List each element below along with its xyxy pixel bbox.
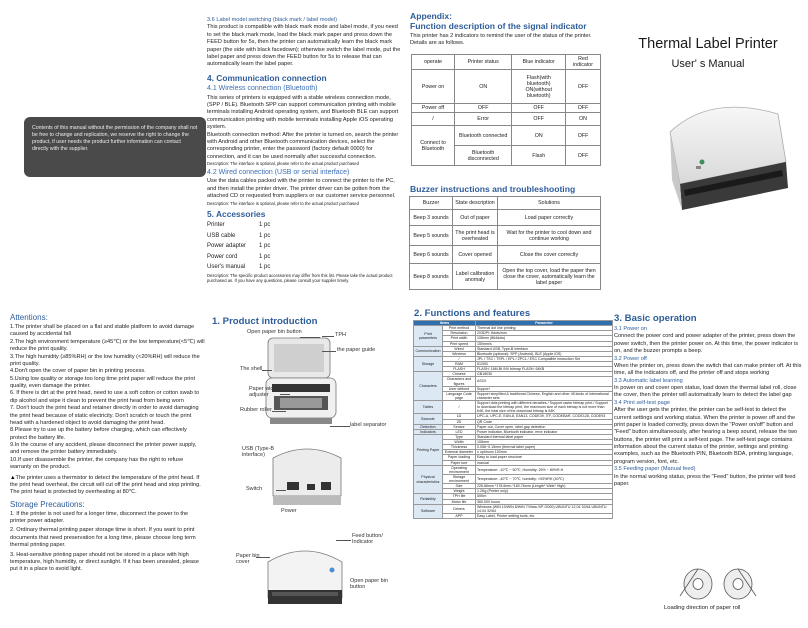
spec-value: Power indicator, Bluetooth indicator, error indicator bbox=[476, 429, 613, 434]
s3-title: 3. Basic operation bbox=[614, 313, 697, 324]
spec-value: 50Km bbox=[476, 494, 613, 499]
communication-section bbox=[207, 17, 402, 283]
spec-item: Chinese bbox=[443, 372, 476, 377]
callout-feed-indicator: Feed button/ Indicator bbox=[352, 533, 383, 545]
s32-text: When the printer on, press down the switch that can make printer off. At this time, all the indicators off, and the printer off and stops working bbox=[614, 362, 802, 377]
s42-text: Use the data cables packed with the printer to connect the printer to the PC, and then install the printer driver. The printer driver can be gotten from the attached CD or requested from suppliers or our customer service personnel. bbox=[207, 178, 396, 200]
callout-width-adjuster: Paper width adjuster bbox=[249, 386, 279, 398]
spec-value: Temperature: -10℃ ~ 50℃, Humidity: 25% ~ 80%R.H bbox=[476, 465, 613, 474]
spec-category: Print parameters bbox=[414, 326, 443, 347]
callout-bin-button: Open paper bin button bbox=[247, 329, 302, 335]
storage-list bbox=[10, 511, 205, 574]
spec-item: / bbox=[443, 401, 476, 414]
spec-item: TPH life bbox=[443, 494, 476, 499]
spec-table bbox=[413, 320, 613, 519]
accessory-row: User's manual 1 pc bbox=[207, 264, 271, 271]
attentions-list bbox=[10, 324, 205, 472]
spec-item: Motor life bbox=[443, 499, 476, 504]
s35-text: In the normal working status, press the "Feed" button, the printer will feed paper. bbox=[614, 473, 796, 487]
spec-item: Wired bbox=[443, 346, 476, 351]
s5-title: 5. Accessories bbox=[207, 209, 266, 220]
callout-line bbox=[330, 426, 350, 427]
callout-switch: Switch bbox=[246, 486, 263, 492]
spec-value: Thermal dot line printing bbox=[476, 326, 613, 331]
attention-item: 7. Don't touch the print head and retainer directly in order to avoid damaging the print head because of static electricity. Don't scratch or touch the print head with a hardened object to avoid damaging the print head. bbox=[10, 405, 199, 426]
spec-value: 360.000 hours bbox=[476, 499, 613, 504]
warning-text: The printer uses a thermistor to detect the temperature of the print head. If the print head overheat, the circuit will cut off the print head and stop printing. The print head is protected by overheating at 80℃. bbox=[10, 474, 201, 496]
spec-value: 512KB bbox=[476, 362, 613, 367]
callout-rubber-roller: Rubber roller bbox=[240, 407, 272, 413]
spec-item: Storage environment bbox=[443, 474, 476, 483]
desc-3: Description: The specific product accessories may differ from this list. Please take the actual product purchased as. If you have any questions, please consult your supplier timely. bbox=[207, 272, 393, 283]
spec-item: Weight bbox=[443, 489, 476, 494]
s36-text: This product is compatible with black mark mode and label mode, if you need to set the black mark mode, load the black mark paper and press down the FEED button for 5s, then the printer can automatically learn the black mark paper (the side with black facedown); otherwise switch the label mode, put the label paper and press down the FEED button for 5s to release that can automatically learn the label paper. bbox=[207, 24, 401, 68]
printer-open-illustration bbox=[262, 334, 342, 429]
notice-text: Contents of this manual without the permission of the company shall not be free to change and replication, we reserve the right to change the product, if user needs the product further information can contact directly with the supplier. bbox=[32, 125, 198, 153]
table-row bbox=[414, 504, 613, 513]
accessory-row: Printer 1 pc bbox=[207, 222, 271, 229]
table-header: operate Printer status Blue indicator Red indicator bbox=[412, 55, 601, 70]
table-row bbox=[414, 377, 613, 386]
spec-item: Drivers bbox=[443, 504, 476, 513]
printer-front-illustration bbox=[262, 540, 348, 612]
spec-value: Windows (WIN 10/WIN 8/WIN 7/Vista /XP /2000) UBUNTU 12.04 32/64 UBUNTU 14.04 32/64 bbox=[476, 504, 613, 513]
s41-title: 4.1 Wireless connection (Bluetooth) bbox=[207, 84, 318, 92]
spec-item: Size bbox=[443, 484, 476, 489]
spec-item: Paper loading bbox=[443, 455, 476, 460]
storage-item: 2. Ordinary thermal printing paper storage time is short. If you want to print documents that need preservation for a long time, please choose long term thermal printing paper. bbox=[10, 527, 196, 549]
s31-text: Connect the power cord and power adapter of the printer, press down the power switch, then the printer power on. At this time, the power indicator is on, and the buzzer prompts a beep. bbox=[614, 333, 799, 355]
table-row: Beep 6 sounds Cover opened Close the cover correctly bbox=[410, 246, 601, 264]
basic-operation-section bbox=[614, 313, 802, 488]
spec-table-body bbox=[414, 326, 613, 519]
s34-text: After the user gets the printer, the printer can be self-test to detect the current settings and working status. When the printer is power off and the print paper is loaded correctly, press down the "Power on/off" button and "Feed" button simultaneously, after hearing a beep sound, release the two buttons, the printer will print a self-test page. The self-test page contains information about the current status of the printer, settings and printing examples, such as the Bluetooth PIN, Bluetooth BDA, printing language, program version, font, etc. bbox=[614, 407, 797, 465]
spec-value: Bluetooth (optional): SPP (Android), BLE (Apple iOS) bbox=[476, 351, 613, 356]
spec-category: Reliability bbox=[414, 494, 443, 504]
spec-item: External diameter bbox=[443, 450, 476, 455]
s33-title: 3.3 Automatic label learning bbox=[614, 377, 683, 384]
accessories-list bbox=[207, 220, 402, 273]
warning-icon: ▲ bbox=[10, 474, 16, 481]
callout-line bbox=[322, 351, 336, 352]
table-row: Beep 3 sounds Out of paper Load paper correctly bbox=[410, 210, 601, 226]
spec-value: 150mm/s bbox=[476, 341, 613, 346]
table-row bbox=[414, 401, 613, 414]
table-header: Buzzer State description Solutions bbox=[410, 197, 601, 210]
attention-item: 2.The high environment temperature (≥45℃) or the low temperature(<5℃) will reduce the print quality. bbox=[10, 338, 205, 353]
spec-item: Print width bbox=[443, 336, 476, 341]
spec-category: Detection bbox=[414, 424, 443, 429]
appendix-title: Appendix: bbox=[410, 11, 453, 21]
table-row bbox=[414, 391, 613, 400]
spec-category: Indicators bbox=[414, 429, 443, 434]
attention-item: 9.In the course of any accident, please disconnect the printer power supply, and remove the printer battery immediately. bbox=[10, 442, 197, 456]
table-row bbox=[414, 465, 613, 474]
table-row bbox=[414, 513, 613, 518]
signal-intro: This printer has 2 indicators to remind the user of the status of the printer. Details are as follows. bbox=[410, 33, 592, 47]
s1-title: 1. Product introduction bbox=[212, 316, 318, 327]
table-row: Bluetooth disconnected Flash OFF bbox=[412, 146, 601, 166]
callout-usb: USB (Type-B interface) bbox=[242, 446, 275, 458]
spec-category: Printing Paper bbox=[414, 434, 443, 465]
callout-line bbox=[336, 540, 351, 541]
spec-category: Physical characteristics bbox=[414, 465, 443, 494]
spec-value: manual bbox=[476, 460, 613, 465]
cover-title-block bbox=[618, 36, 798, 70]
callout-line bbox=[322, 336, 334, 337]
spec-value: 1.2Kg (Printer only) bbox=[476, 489, 613, 494]
s33-text: In power on and cover open status, load down the thermal label roll, close the cover, then the printer will automatically learn to detect the label gap bbox=[614, 385, 797, 399]
spec-item: Width bbox=[443, 440, 476, 445]
copyright-notice bbox=[24, 117, 206, 177]
spec-item: Wireless bbox=[443, 351, 476, 356]
attention-item: 5.Using low quality or storage too long time print paper will reduce the print quality, even damage the printer. bbox=[10, 375, 196, 389]
spec-value: ASCII bbox=[476, 377, 613, 386]
spec-value: Easy Label, Printer setting tools, etc bbox=[476, 513, 613, 518]
spec-item: RAM bbox=[443, 362, 476, 367]
signal-title: Function description of the signal indicator bbox=[410, 21, 587, 31]
cover-title: Thermal Label Printer bbox=[638, 36, 778, 52]
attentions-title: Attentions: bbox=[10, 313, 48, 322]
s42-title: 4.2 Wired connection (USB or serial interface) bbox=[207, 169, 350, 177]
cover-printer-illustration bbox=[650, 92, 792, 212]
spec-item: Language Code page bbox=[443, 391, 476, 400]
accessory-row: Power adapter 1 pc bbox=[207, 243, 271, 250]
table-row: Beep 8 sounds Label calibration anomaly Open the top cover, load the paper then close the cover, automatically learn the label paper bbox=[410, 264, 601, 290]
spec-item: Operating environment bbox=[443, 465, 476, 474]
s41-text2: Bluetooth connection method: After the printer is turned on, search the printer with Android and other Bluetooth communication devices, select the corresponding printer, enter the password (factory default 0000) for connection, and it can be used normally after successful connection. bbox=[207, 131, 399, 160]
spec-item: Sensor bbox=[443, 424, 476, 429]
buzzer-table bbox=[409, 196, 601, 290]
spec-item: LED bbox=[443, 429, 476, 434]
attention-item: 4.Don't open the cover of paper bin in printing process. bbox=[10, 368, 146, 375]
cover-subtitle: User' s Manual bbox=[671, 58, 745, 70]
table-row: Power on ON Flash(with bluetooth) ON(without bluetooth) OFF bbox=[412, 70, 601, 104]
spec-value: 203DPI: 8dots/mm bbox=[476, 331, 613, 336]
callout-line bbox=[272, 411, 286, 412]
storage-item: 1. If the printer is not used for a longer time, disconnect the power to the printer power adapter. bbox=[10, 510, 189, 524]
spec-item: 1D bbox=[443, 414, 476, 419]
spec-value: 0.056~0.15mm (thermal label paper) bbox=[476, 445, 613, 450]
callout-bin-cover: Paper bin cover bbox=[236, 553, 260, 565]
s41-text1: This series of printers is equipped with a stable wireless connection mode, (SPP / BLE). Bluetooth SPP can support communication printing with mobile terminals installing Android operating system, and Bluetooth BLE can support communication printing with mobile terminals installing Apple iOS operating system. bbox=[207, 94, 399, 131]
spec-value: 226.66mm *178.6mm *160.76mm (Length* Wide* High) bbox=[476, 484, 613, 489]
callout-line bbox=[276, 490, 286, 491]
spec-item: Thickness bbox=[443, 445, 476, 450]
spec-value: Standard thermal label paper bbox=[476, 434, 613, 439]
spec-item: FLASH bbox=[443, 367, 476, 372]
spec-item: Print speed bbox=[443, 341, 476, 346]
table-row: Beep 5 sounds The print head is overheated Wait for the printer to cool down and continue working bbox=[410, 226, 601, 246]
desc-1: Description: The interface is optional, please refer to the actual product purchased bbox=[207, 161, 359, 166]
spec-item: Print method bbox=[443, 326, 476, 331]
table-header: Items Parameter bbox=[414, 321, 613, 326]
callout-power: Power bbox=[281, 508, 297, 514]
table-row: / Error OFF ON bbox=[412, 113, 601, 126]
spec-value: GB18030 bbox=[476, 372, 613, 377]
spec-value: Support bbox=[476, 386, 613, 391]
spec-value: QR Code bbox=[476, 419, 613, 424]
spec-value: Paper out, Cover open, label gap detection bbox=[476, 424, 613, 429]
s31-title: 3.1 Power on bbox=[614, 326, 647, 332]
spec-value: UPC-A, UPC-E, EAN-8, EAN13, CODE39, ITF, CODEBAR, CODE128, CODE93 bbox=[476, 414, 613, 419]
s35-title: 3.5 Feeding paper (Manual feed) bbox=[614, 466, 696, 473]
attention-item: 3.The high humidity (≥85%RH) or the low humidity (<20%RH) will reduce the print quality. bbox=[10, 353, 200, 367]
s34-title: 3.4 Print self-test page bbox=[614, 399, 670, 406]
accessory-row: Power cord 1 pc bbox=[207, 253, 271, 260]
s36-title: 3.6 Label model switching (black mark / label model) bbox=[207, 17, 337, 23]
attentions-section bbox=[10, 313, 205, 574]
callout-paper-guide: the paper guide bbox=[337, 347, 376, 353]
spec-item: Characters and figures bbox=[443, 377, 476, 386]
spec-item: / bbox=[443, 356, 476, 361]
spec-value: Easy to load paper structure bbox=[476, 455, 613, 460]
spec-value: 108mm (864dots) bbox=[476, 336, 613, 341]
attention-item: 8.Please try to use up the battery before charging, which can effectively protect the battery life. bbox=[10, 427, 187, 441]
spec-item: Paper tore bbox=[443, 460, 476, 465]
spec-value: Support simplified & traditional Chinese, English and other 45 kinds of international character sets bbox=[476, 391, 613, 400]
spec-value: FLASH: 16M-Bt /NV bitmap FLASH: 64KB bbox=[476, 367, 613, 372]
spec-item: APP bbox=[443, 513, 476, 518]
spec-value: Support dots printing with different densities / Support raster bitmap print / Support to download the bitmap print, the maximum size of each bitmap is not more than 64K, the total size of the download bitmap is 64K bbox=[476, 401, 613, 414]
spec-item: 2D bbox=[443, 419, 476, 424]
spec-value: 108mm bbox=[476, 440, 613, 445]
table-row bbox=[414, 474, 613, 483]
table-row: Connect to Bluetooth Bluetooth connected ON OFF bbox=[412, 126, 601, 146]
attention-item: 6. If there is dirt at the print head, need to use a soft cotton or cotton swab to dip alcohol and wipe it clean to prevent the print head from being worn bbox=[10, 390, 200, 404]
spec-item: User defined bbox=[443, 386, 476, 391]
overheat-warning bbox=[10, 475, 205, 497]
signal-indicator-table bbox=[411, 54, 601, 166]
s2-title: 2. Functions and features bbox=[414, 308, 531, 319]
attention-item: 1.The printer shall be placed on a flat and stable platform to avoid damage caused by accidental fall bbox=[10, 324, 195, 338]
desc-2: Description: The interface is optional, please refer to the actual product purchased bbox=[207, 200, 359, 206]
callout-line bbox=[280, 394, 290, 395]
callout-line bbox=[262, 370, 272, 371]
table-row: Power off OFF OFF OFF bbox=[412, 104, 601, 113]
loading-caption: Loading direction of paper roll bbox=[664, 605, 741, 611]
spec-category: Communication bbox=[414, 346, 443, 356]
accessory-row: USB cable 1 pc bbox=[207, 232, 271, 239]
paper-roll-illustration bbox=[676, 566, 766, 604]
spec-category: Storage bbox=[414, 356, 443, 371]
attention-item: 10.If user disassemble the printer, the company has the right to refuse warranty on the product. bbox=[10, 456, 184, 471]
buzzer-title: Buzzer instructions and troubleshooting bbox=[410, 184, 576, 194]
callout-open-bin-button: Open paper bin button bbox=[350, 578, 388, 590]
spec-category: Software bbox=[414, 504, 443, 518]
spec-value: Standard USB, Type-B interface bbox=[476, 346, 613, 351]
spec-category: Barcode bbox=[414, 414, 443, 424]
spec-value: Temperature: -40℃ ~ 70℃, humidity: <93%RH (40℃) bbox=[476, 474, 613, 483]
spec-value: ≤ optimum 100mm bbox=[476, 450, 613, 455]
s4-title: 4. Communication connection bbox=[207, 72, 327, 83]
callout-label-separator: label separator bbox=[350, 422, 387, 428]
storage-item: 3. Heat-sensitive printing paper should not be stored in a place with high temperature, high humidity, or direct sunlight. If it has been unsealed, please put it in a place to avoid light. bbox=[10, 551, 199, 573]
storage-title: Storage Precautions: bbox=[10, 499, 85, 509]
spec-item: Resolution bbox=[443, 331, 476, 336]
s32-title: 3.2 Power off bbox=[614, 355, 647, 362]
spec-category: Tables bbox=[414, 401, 443, 414]
callout-line bbox=[256, 557, 270, 558]
spec-category: Characters bbox=[414, 372, 443, 401]
spec-value: JPL / TSC / TSPL / EPL / ZPCL / ESC Compatible instruction Set bbox=[476, 356, 613, 361]
callout-shell: The shell bbox=[240, 366, 263, 372]
spec-item: Type bbox=[443, 434, 476, 439]
appendix-section bbox=[410, 11, 610, 48]
callout-line bbox=[300, 337, 320, 338]
callout-tph: TPH bbox=[335, 332, 346, 338]
